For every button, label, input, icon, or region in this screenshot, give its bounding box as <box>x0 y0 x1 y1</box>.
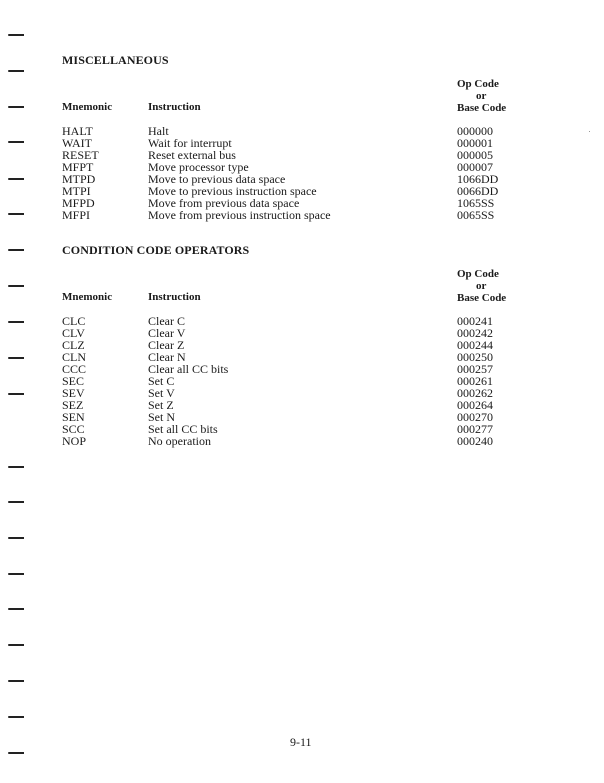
opcode-cell: 000007 <box>457 160 493 174</box>
table-row <box>0 315 604 327</box>
mnemonic-column-header: Mnemonic <box>62 101 113 113</box>
instruction-cell: Move processor type <box>148 160 249 174</box>
opcode-cell: 000242 <box>457 326 493 340</box>
opcode-cell: 1066DD <box>457 172 499 186</box>
mnemonic-cell: RESET <box>62 148 99 162</box>
opcode-cell: 000250 <box>457 350 493 364</box>
instruction-cell: Clear C <box>148 314 185 328</box>
mnemonic-cell: CLC <box>62 314 86 328</box>
instruction-cell: Clear V <box>148 326 186 340</box>
table-row <box>0 375 604 387</box>
opcode-cell: 0066DD <box>457 184 499 198</box>
margin-tick-mark <box>8 608 24 610</box>
instruction-cell: Move from previous data space <box>148 196 300 210</box>
margin-tick-mark <box>8 106 24 108</box>
instruction-cell: Clear Z <box>148 338 185 352</box>
opcode-column-header <box>457 268 506 304</box>
condition-code-table <box>0 315 604 447</box>
opcode-cell: 000005 <box>457 148 493 162</box>
margin-tick-mark <box>8 716 24 718</box>
instruction-cell: Clear N <box>148 350 186 364</box>
margin-tick-mark <box>8 680 24 682</box>
table-row <box>0 387 604 399</box>
opcode-header-line2: or <box>476 90 487 102</box>
mnemonic-column-header: Mnemonic <box>62 291 113 303</box>
table-row <box>0 423 604 435</box>
instruction-cell: Set all CC bits <box>148 422 218 436</box>
mnemonic-cell: SEN <box>62 410 85 424</box>
opcode-header-line3: Base Code <box>457 102 507 114</box>
miscellaneous-table <box>0 125 604 221</box>
mnemonic-cell: CCC <box>62 362 87 376</box>
mnemonic-cell: MFPI <box>62 208 91 222</box>
table-row <box>0 209 604 221</box>
opcode-cell: 000241 <box>457 314 493 328</box>
instruction-cell: Move from previous instruction space <box>148 208 331 222</box>
opcode-column-header <box>457 78 506 114</box>
instruction-cell: Clear all CC bits <box>148 362 229 376</box>
mnemonic-cell: SCC <box>62 422 85 436</box>
margin-tick-mark <box>8 501 24 503</box>
mnemonic-cell: SEZ <box>62 398 84 412</box>
mnemonic-cell: MTPI <box>62 184 91 198</box>
margin-tick-mark <box>8 249 24 251</box>
mnemonic-cell: MFPT <box>62 160 94 174</box>
instruction-column-header: Instruction <box>148 101 201 113</box>
instruction-cell: Wait for interrupt <box>148 136 232 150</box>
mnemonic-cell: MFPD <box>62 196 95 210</box>
opcode-header-line1: Op Code <box>457 78 499 90</box>
instruction-cell: Set V <box>148 386 175 400</box>
opcode-cell: 000262 <box>457 386 493 400</box>
opcode-header-line2: or <box>476 280 487 292</box>
opcode-cell: 000240 <box>457 434 493 448</box>
mnemonic-cell: CLZ <box>62 338 85 352</box>
opcode-cell: 1065SS <box>457 196 495 210</box>
mnemonic-cell: NOP <box>62 434 87 448</box>
mnemonic-cell: WAIT <box>62 136 92 150</box>
opcode-cell: 000277 <box>457 422 493 436</box>
mnemonic-cell: MTPD <box>62 172 96 186</box>
margin-tick-mark <box>8 573 24 575</box>
margin-tick-mark <box>8 34 24 36</box>
page-number: 9-11 <box>290 735 312 749</box>
section-title-condition-code-operators: CONDITION CODE OPERATORS <box>62 243 250 257</box>
instruction-cell: Move to previous data space <box>148 172 286 186</box>
section-title-miscellaneous: MISCELLANEOUS <box>62 53 169 67</box>
table-row <box>0 363 604 375</box>
margin-tick-mark <box>8 644 24 646</box>
opcode-cell: 000257 <box>457 362 493 376</box>
opcode-cell: 000001 <box>457 136 493 150</box>
table-row <box>0 435 604 447</box>
instruction-cell: Reset external bus <box>148 148 236 162</box>
opcode-header-line1: Op Code <box>457 268 499 280</box>
instruction-cell: Move to previous instruction space <box>148 184 317 198</box>
opcode-cell: 000264 <box>457 398 493 412</box>
opcode-cell: 000244 <box>457 338 493 352</box>
instruction-cell: Set Z <box>148 398 174 412</box>
opcode-cell: 000000 <box>457 124 493 138</box>
table-row <box>0 339 604 351</box>
instruction-cell: Set C <box>148 374 175 388</box>
opcode-cell: 000270 <box>457 410 493 424</box>
table-row <box>0 411 604 423</box>
opcode-cell: 0065SS <box>457 208 495 222</box>
table-row <box>0 327 604 339</box>
margin-tick-mark <box>8 752 24 754</box>
margin-tick-mark <box>8 466 24 468</box>
instruction-cell: No operation <box>148 434 211 448</box>
mnemonic-cell: HALT <box>62 124 93 138</box>
mnemonic-cell: CLV <box>62 326 85 340</box>
mnemonic-cell: CLN <box>62 350 86 364</box>
table-row <box>0 351 604 363</box>
opcode-header-line3: Base Code <box>457 292 507 304</box>
instruction-cell: Halt <box>148 124 169 138</box>
table-row <box>0 399 604 411</box>
instruction-column-header: Instruction <box>148 291 201 303</box>
margin-tick-mark <box>8 70 24 72</box>
opcode-cell: 000261 <box>457 374 493 388</box>
margin-tick-mark <box>8 537 24 539</box>
mnemonic-cell: SEV <box>62 386 85 400</box>
instruction-cell: Set N <box>148 410 175 424</box>
margin-tick-mark <box>8 285 24 287</box>
mnemonic-cell: SEC <box>62 374 85 388</box>
